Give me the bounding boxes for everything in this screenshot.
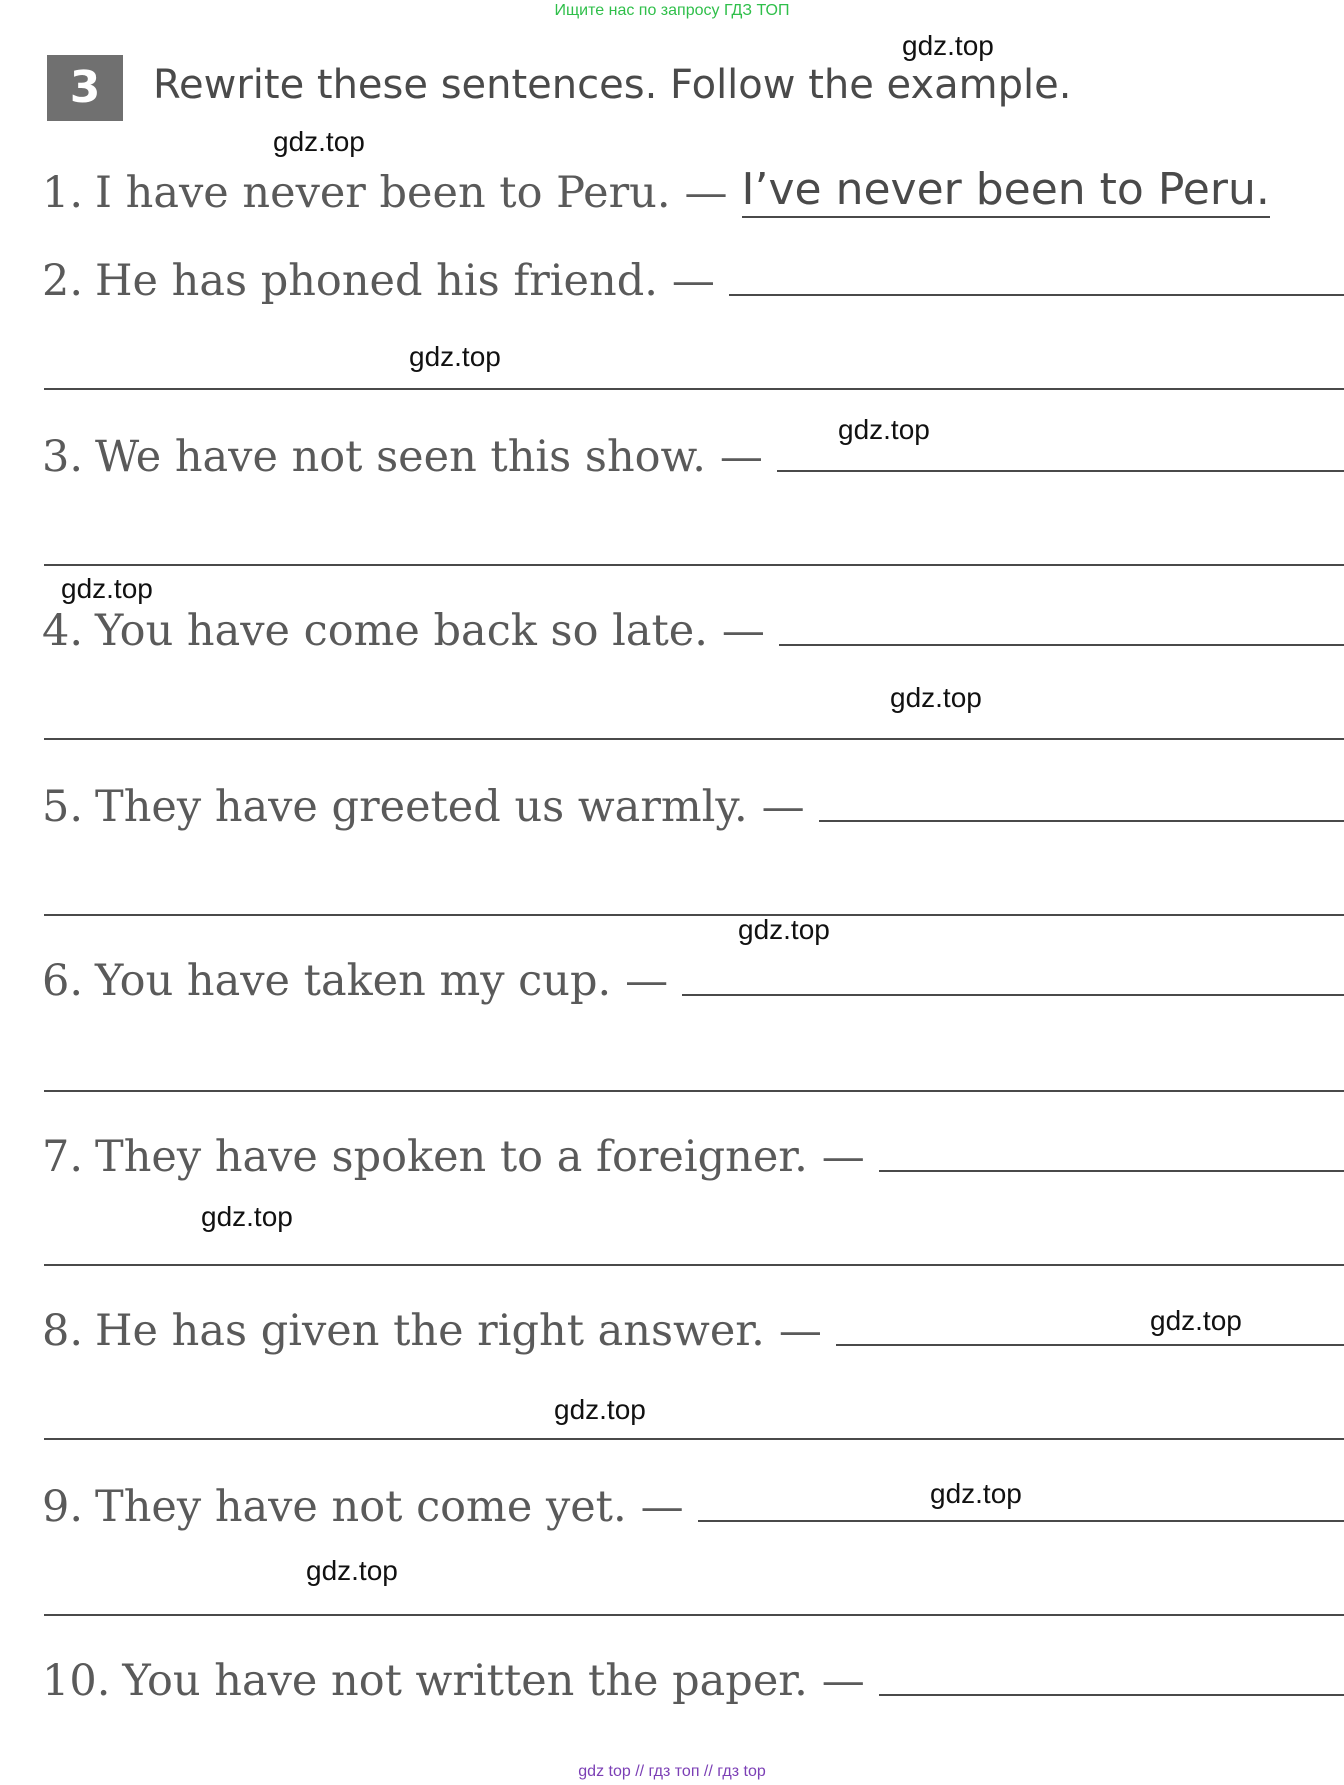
watermark: gdz.top: [61, 573, 153, 604]
answer-line-continuation[interactable]: [44, 1090, 1344, 1092]
item-dash: —: [640, 1482, 684, 1532]
answer-line[interactable]: [698, 1520, 1344, 1522]
item-dash: —: [761, 782, 805, 832]
watermark: gdz.top: [273, 126, 365, 157]
answer-line[interactable]: [682, 994, 1344, 996]
watermark: gdz.top: [201, 1201, 293, 1232]
item-sentence: You have not written the paper.: [122, 1656, 808, 1706]
answer-line[interactable]: [819, 820, 1344, 822]
item-sentence: He has given the right answer.: [95, 1306, 765, 1356]
exercise-item-9: [42, 1476, 1344, 1532]
item-number: 1.: [42, 168, 84, 218]
item-number: 6.: [42, 956, 84, 1006]
exercise-item-2: [42, 250, 1344, 306]
example-answer: I’ve never been to Peru.: [742, 164, 1270, 218]
watermark: gdz.top: [554, 1394, 646, 1425]
exercise-item-7: [42, 1126, 1344, 1182]
exercise-item-5: [42, 776, 1344, 832]
answer-line-continuation[interactable]: [44, 738, 1344, 740]
watermark: gdz.top: [738, 914, 830, 945]
footer: gdz top // гдз топ // гдз top: [578, 1763, 766, 1780]
item-dash: —: [778, 1306, 822, 1356]
answer-line[interactable]: [777, 470, 1344, 472]
answer-line[interactable]: [836, 1344, 1344, 1346]
item-dash: —: [719, 432, 763, 482]
exercise-item-3: [42, 426, 1344, 482]
item-dash: —: [625, 956, 669, 1006]
watermark: gdz.top: [902, 30, 994, 61]
answer-line-continuation[interactable]: [44, 1438, 1344, 1440]
item-number: 10.: [42, 1656, 111, 1706]
item-dash: —: [684, 168, 728, 218]
item-number: 3.: [42, 432, 84, 482]
item-sentence: They have greeted us warmly.: [95, 782, 748, 832]
top-banner: Ищите нас по запросу ГДЗ ТОП: [554, 2, 790, 19]
answer-line-continuation[interactable]: [44, 1614, 1344, 1616]
item-sentence: We have not seen this show.: [95, 432, 706, 482]
watermark: gdz.top: [1150, 1305, 1242, 1336]
exercise-item-8: [42, 1300, 1344, 1356]
answer-line-continuation[interactable]: [44, 564, 1344, 566]
item-number: 9.: [42, 1482, 84, 1532]
answer-line-continuation[interactable]: [44, 914, 1344, 916]
item-sentence: You have taken my cup.: [95, 956, 612, 1006]
watermark: gdz.top: [409, 341, 501, 372]
watermark: gdz.top: [838, 414, 930, 445]
watermark: gdz.top: [930, 1478, 1022, 1509]
item-sentence: You have come back so late.: [95, 606, 708, 656]
item-dash: —: [821, 1132, 865, 1182]
answer-line-continuation[interactable]: [44, 388, 1344, 390]
item-number: 5.: [42, 782, 84, 832]
item-sentence: I have never been to Peru.: [95, 168, 671, 218]
task-instruction: Rewrite these sentences. Follow the example.: [153, 62, 1072, 108]
item-number: 7.: [42, 1132, 84, 1182]
item-sentence: They have not come yet.: [95, 1482, 627, 1532]
item-sentence: He has phoned his friend.: [95, 256, 658, 306]
watermark: gdz.top: [890, 682, 982, 713]
item-number: 2.: [42, 256, 84, 306]
answer-line[interactable]: [879, 1170, 1344, 1172]
item-sentence: They have spoken to a foreigner.: [95, 1132, 808, 1182]
answer-line[interactable]: [879, 1694, 1344, 1696]
item-dash: —: [671, 256, 715, 306]
watermark: gdz.top: [306, 1555, 398, 1586]
answer-line-continuation[interactable]: [44, 1264, 1344, 1266]
exercise-item-6: [42, 950, 1344, 1006]
item-number: 4.: [42, 606, 84, 656]
item-dash: —: [721, 606, 765, 656]
exercise-item-4: [42, 600, 1344, 656]
exercise-item-10: [42, 1650, 1344, 1706]
answer-line[interactable]: [779, 644, 1344, 646]
task-number-badge: 3: [47, 55, 123, 121]
answer-line[interactable]: [729, 294, 1344, 296]
exercise-item-1: [42, 162, 1344, 218]
item-number: 8.: [42, 1306, 84, 1356]
item-dash: —: [821, 1656, 865, 1706]
